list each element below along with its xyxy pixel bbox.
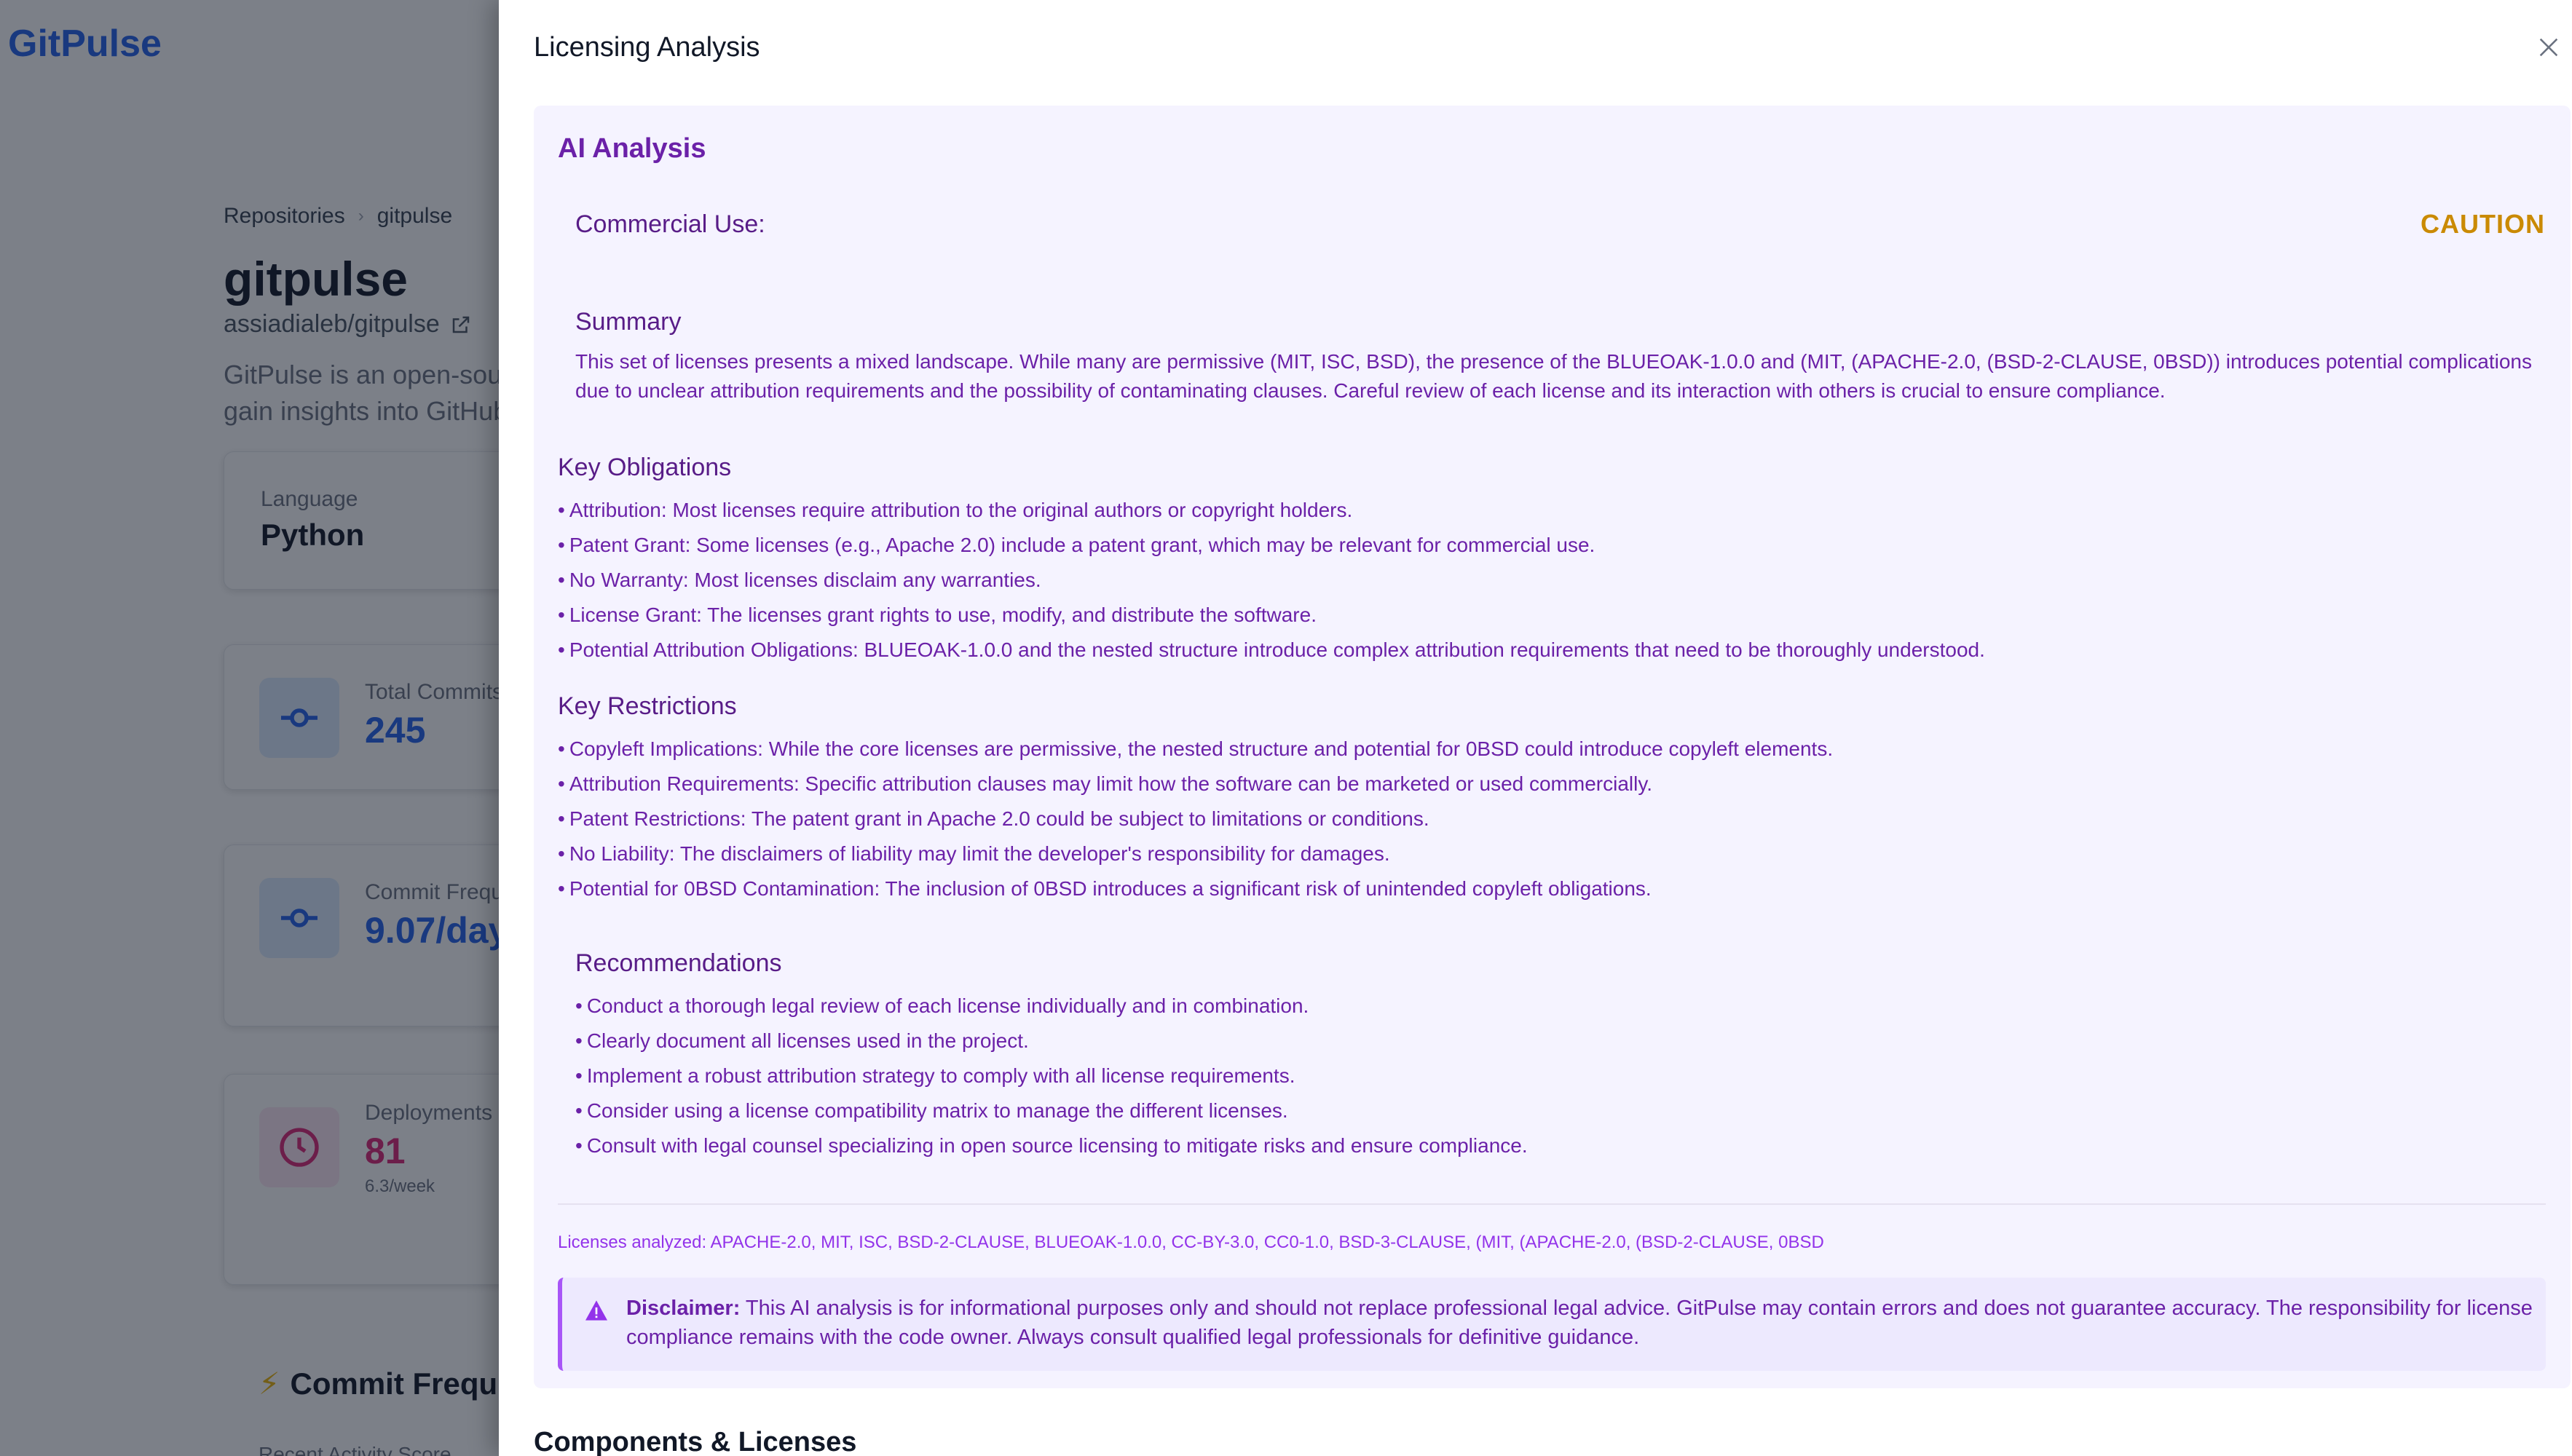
key-restrictions-list bbox=[558, 732, 1833, 906]
disclaimer-body: This AI analysis is for informational purposes only and should not replace professional legal advice. GitPulse may contain errors and does not guarantee accuracy. The responsibility for license compliance remains with the code owner. Always consult qualified legal professionals for definitive guidance. bbox=[626, 1297, 2533, 1349]
bullet-icon: • bbox=[575, 994, 583, 1017]
bullet-icon: • bbox=[558, 772, 565, 795]
divider bbox=[558, 1203, 2546, 1205]
bullet-icon: • bbox=[575, 1134, 583, 1157]
obligation-item-text: License Grant: The licenses grant rights to use, modify, and distribute the software. bbox=[569, 604, 1317, 626]
obligation-item bbox=[558, 528, 1985, 563]
recommendation-item bbox=[575, 989, 1528, 1024]
close-icon bbox=[2536, 35, 2561, 60]
bullet-icon: • bbox=[558, 807, 565, 830]
bullet-icon: • bbox=[558, 842, 565, 865]
recommendation-item-text: Consider using a license compatibility matrix to manage the different licenses. bbox=[586, 1099, 1288, 1122]
bullet-icon: • bbox=[575, 1064, 583, 1087]
restriction-item bbox=[558, 767, 1833, 802]
obligation-item-text: No Warranty: Most licenses disclaim any warranties. bbox=[569, 569, 1041, 591]
components-licenses-heading: Components & Licenses bbox=[534, 1427, 857, 1456]
disclaimer-text bbox=[626, 1294, 2534, 1352]
recommendation-item bbox=[575, 1059, 1528, 1093]
licenses-analyzed: Licenses analyzed: APACHE-2.0, MIT, ISC, BSD-2-CLAUSE, BLUEOAK-1.0.0, CC-BY-3.0, CC0-1.0, BSD-3-CLAUSE, (MIT, (APACHE-2.0, (BSD-2-CLAUSE, 0BSD bbox=[558, 1233, 1824, 1252]
recommendations-heading: Recommendations bbox=[575, 949, 782, 977]
commercial-use-badge: CAUTION bbox=[2421, 209, 2545, 239]
obligation-item-text: Potential Attribution Obligations: BLUEOAK-1.0.0 and the nested structure introduce complex attribution requirements that need to be thoroughly understood. bbox=[569, 638, 1985, 661]
ai-analysis-title: AI Analysis bbox=[558, 133, 706, 164]
restriction-item-text: No Liability: The disclaimers of liability may limit the developer's responsibility for damages. bbox=[569, 842, 1390, 865]
restriction-item bbox=[558, 836, 1833, 871]
restriction-item-text: Attribution Requirements: Specific attribution clauses may limit how the software can be marketed or used commercially. bbox=[569, 772, 1653, 795]
recommendation-item-text: Implement a robust attribution strategy to comply with all license requirements. bbox=[586, 1064, 1295, 1087]
bullet-icon: • bbox=[558, 569, 565, 591]
recommendation-item bbox=[575, 1024, 1528, 1059]
bullet-icon: • bbox=[558, 499, 565, 521]
bullet-icon: • bbox=[575, 1099, 583, 1122]
restriction-item-text: Patent Restrictions: The patent grant in Apache 2.0 could be subject to limitations or conditions. bbox=[569, 807, 1429, 830]
disclaimer-box bbox=[558, 1278, 2546, 1371]
recommendation-item-text: Conduct a thorough legal review of each license individually and in combination. bbox=[586, 994, 1309, 1017]
key-obligations-list bbox=[558, 493, 1985, 668]
obligation-item bbox=[558, 563, 1985, 598]
key-restrictions-heading: Key Restrictions bbox=[558, 692, 737, 720]
recommendation-item bbox=[575, 1093, 1528, 1128]
restriction-item bbox=[558, 732, 1833, 767]
commercial-use-row bbox=[575, 209, 2545, 240]
recommendation-item-text: Consult with legal counsel specializing in open source licensing to mitigate risks and ensure compliance. bbox=[586, 1134, 1528, 1157]
key-obligations-heading: Key Obligations bbox=[558, 454, 732, 481]
bullet-icon: • bbox=[558, 638, 565, 661]
recommendation-item-text: Clearly document all licenses used in the project. bbox=[586, 1029, 1029, 1052]
obligation-item-text: Patent Grant: Some licenses (e.g., Apache 2.0) include a patent grant, which may be relevant for commercial use. bbox=[569, 534, 1595, 556]
obligation-item-text: Attribution: Most licenses require attribution to the original authors or copyright holders. bbox=[569, 499, 1353, 521]
bullet-icon: • bbox=[558, 737, 565, 760]
summary-text: This set of licenses presents a mixed landscape. While many are permissive (MIT, ISC, BSD), the presence of the BLUEOAK-1.0.0 and (MIT, (APACHE-2.0, (BSD-2-CLAUSE, 0BSD)) introduces potential complications due to unclear attribution requirements and the possibility of contaminating clauses. Careful review of each license and its interaction with others is crucial to ensure compliance. bbox=[575, 350, 2532, 402]
commercial-use-label: Commercial Use: bbox=[575, 210, 765, 238]
restriction-item-text: Copyleft Implications: While the core licenses are permissive, the nested structure and potential for 0BSD could introduce copyleft elements. bbox=[569, 737, 1834, 760]
recommendation-item bbox=[575, 1128, 1528, 1163]
bullet-icon: • bbox=[558, 604, 565, 626]
bullet-icon: • bbox=[575, 1029, 583, 1052]
licensing-analysis-drawer bbox=[499, 0, 2572, 1456]
obligation-item bbox=[558, 598, 1985, 633]
warning-icon bbox=[584, 1299, 609, 1321]
obligation-item bbox=[558, 633, 1985, 668]
recommendations-list bbox=[575, 989, 1528, 1163]
drawer-title: Licensing Analysis bbox=[534, 32, 760, 63]
restriction-item bbox=[558, 871, 1833, 906]
summary-heading: Summary bbox=[575, 308, 682, 336]
disclaimer-label: Disclaimer: bbox=[626, 1297, 741, 1320]
restriction-item bbox=[558, 802, 1833, 836]
ai-analysis-panel bbox=[534, 106, 2571, 1388]
obligation-item bbox=[558, 493, 1985, 528]
restriction-item-text: Potential for 0BSD Contamination: The inclusion of 0BSD introduces a significant risk of unintended copyleft obligations. bbox=[569, 877, 1652, 900]
close-button[interactable] bbox=[2530, 29, 2567, 66]
bullet-icon: • bbox=[558, 877, 565, 900]
bullet-icon: • bbox=[558, 534, 565, 556]
